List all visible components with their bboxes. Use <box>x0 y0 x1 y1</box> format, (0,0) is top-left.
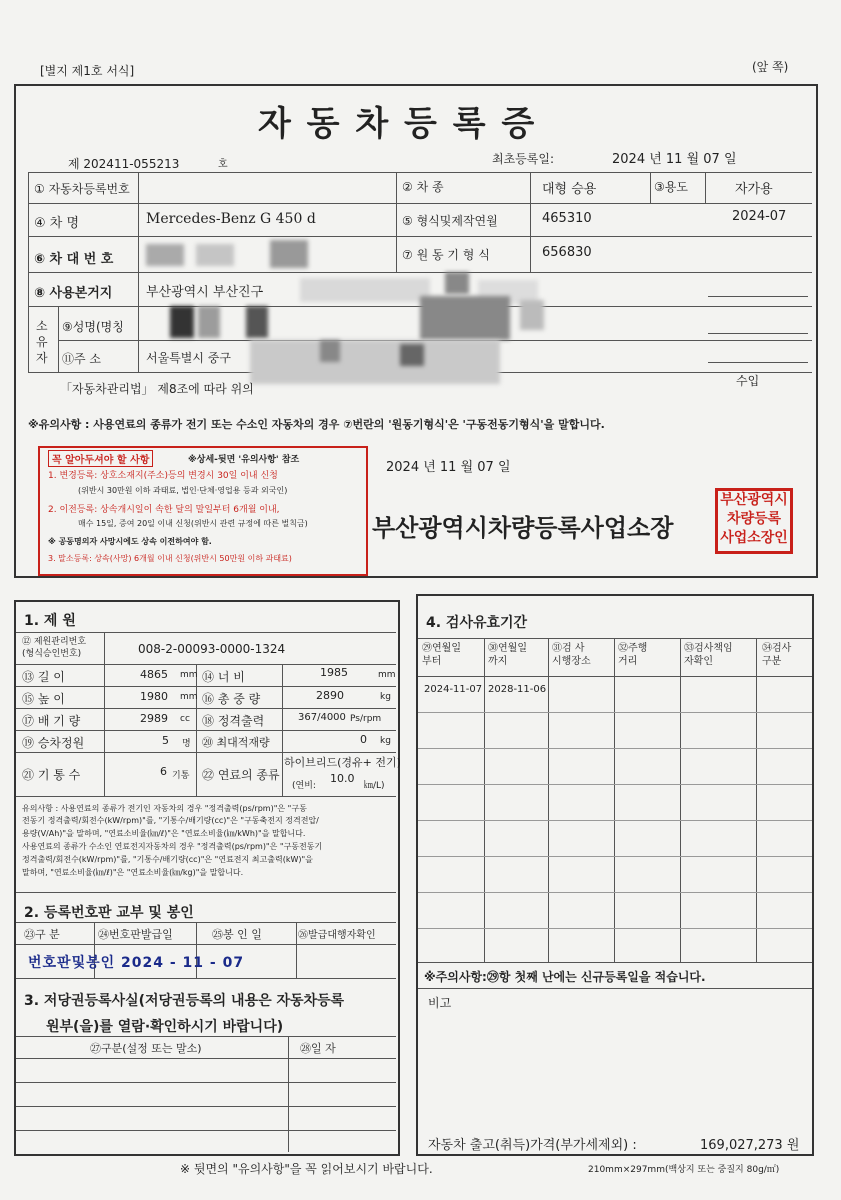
vehicle-type-label: ② 차 종 <box>402 180 444 194</box>
divider <box>16 922 396 923</box>
form-value: 465310 <box>542 211 592 226</box>
redacted-block <box>198 306 220 338</box>
official-seal: 부산광역시 차량등록 사업소장인 <box>715 488 793 554</box>
divider <box>28 172 812 173</box>
power-unit: Ps/rpm <box>350 714 382 724</box>
redacted-block <box>146 244 184 266</box>
form-label: [별지 제1호 서식] <box>40 64 135 78</box>
remarks-label: 비고 <box>428 996 452 1010</box>
notice-item-1b: (위반시 30만원 이하 과태료, 법인·단체·영업용 등과 외국인) <box>78 486 288 495</box>
divider <box>28 272 812 273</box>
fuel-label: ㉒ 연료의 종류 <box>202 768 280 782</box>
notice-item-2: 2. 이전등록: 상속개시일이 속한 달의 말일부터 6개월 이내, <box>48 505 280 515</box>
spec-notice-line: 말하며, "연료소비율(㎞/ℓ)"은 "연료소비율(㎞/kg)"을 말합니다. <box>22 868 244 877</box>
cylinders-value: 6 <box>160 765 167 778</box>
gross-weight-label: ⑯ 총 중 량 <box>202 692 261 706</box>
efficiency-unit: ㎞/L) <box>364 781 385 791</box>
width-label: ⑭ 너 비 <box>202 670 245 684</box>
insp-col-type: ㉞검사 구분 <box>762 643 792 667</box>
max-load-unit: kg <box>380 736 391 746</box>
paper-spec: 210mm×297mm(백상지 또는 중질지 80g/㎡) <box>588 1165 780 1175</box>
owner-label-text: 소유자 <box>36 319 48 365</box>
issue-date: 2024 년 11 월 07 일 <box>386 460 511 475</box>
owner-name-label: ⑨성명(명칭 <box>62 320 124 334</box>
fuel-value: 하이브리드(경유+ 전기) <box>284 756 401 769</box>
gross-weight-value: 2890 <box>316 689 344 702</box>
divider <box>16 686 396 687</box>
divider <box>705 172 706 203</box>
front-label: (앞 쪽) <box>752 60 789 74</box>
form-year-label: ⑤ 형식및제작연월 <box>402 214 498 228</box>
insp-row1-from: 2024-11-07 <box>424 684 483 695</box>
divider <box>16 1130 396 1131</box>
divider <box>708 333 808 334</box>
row-divider <box>418 856 812 857</box>
width-unit: mm <box>378 670 396 680</box>
divider <box>282 664 283 796</box>
divider <box>16 892 396 893</box>
engine-value: 656830 <box>542 245 592 260</box>
notice-item-2b: 매수 15일, 증여 20일 이내 신청(위반시 관련 규정에 따른 벌칙금) <box>78 519 308 528</box>
seats-value: 5 <box>162 734 169 747</box>
first-registration-label: 최초등록일: <box>492 152 555 166</box>
divider <box>28 203 812 204</box>
divider <box>530 172 531 272</box>
row-divider <box>418 820 812 821</box>
vehicle-type-value: 대형 승용 <box>542 182 597 197</box>
divider <box>28 236 812 237</box>
divider <box>418 638 812 639</box>
redacted-block <box>170 306 194 338</box>
mortgage-section-title-2: 원부(을)를 열람·확인하시기 바랍니다) <box>46 1019 284 1035</box>
height-value: 1980 <box>140 690 168 703</box>
spec-notice-line: 사용연료의 종류가 수소인 연료전지자동차의 경우 "정격출력(ps/rpm)"은 "구동전동기 <box>22 842 323 851</box>
divider <box>708 362 808 363</box>
height-label: ⑮ 높 이 <box>22 692 65 706</box>
inspection-section-title: 4. 검사유효기간 <box>426 615 528 631</box>
divider <box>396 172 397 272</box>
redacted-block <box>246 306 268 338</box>
divider <box>104 632 105 796</box>
plate-col-issue-date: ㉔번호판발급일 <box>98 928 173 941</box>
inspection-note: ※주의사항:㉙항 첫째 난에는 신규등록일을 적습니다. <box>424 970 706 984</box>
first-registration-date: 2024 년 11 월 07 일 <box>612 152 737 167</box>
usage-label: ③용도 <box>654 180 688 194</box>
length-label: ⑬ 길 이 <box>22 670 65 684</box>
spec-notice-line: 정격출력/회전수(kW/rpm)"를, "기통수/배기량(cc)"은 "연료전지 최고출력(kW)"을 <box>22 855 313 864</box>
specs-section-title: 1. 제 원 <box>24 613 76 629</box>
vin-label: ⑥ 차 대 번 호 <box>34 252 114 267</box>
issuer-name: 부산광역시차량등록사업소장 <box>372 514 674 542</box>
important-notice-ref: ※상세-뒷면 '유의사항' 참조 <box>188 455 300 465</box>
divider <box>16 978 396 979</box>
divider <box>614 638 615 962</box>
mortgage-section-title: 3. 저당권등록사실(저당권등록의 내용은 자동차등록 <box>24 993 345 1009</box>
height-unit: mm <box>180 692 198 702</box>
notice-item-1: 1. 변경등록: 상호소재지(주소)등의 변경시 30일 이내 신청 <box>48 471 278 481</box>
insp-col-place: ㉛검 사 시행장소 <box>552 643 591 667</box>
row-divider <box>418 748 812 749</box>
redacted-block <box>270 240 308 268</box>
plate-handwritten-entry: 번호판및봉인 2024 - 11 - 07 <box>28 955 245 971</box>
reg-no-label: ① 자동차등록번호 <box>34 182 130 196</box>
divider <box>288 1036 289 1152</box>
row-divider <box>418 712 812 713</box>
divider <box>296 922 297 978</box>
model-label: ④ 차 명 <box>34 216 80 231</box>
divider <box>418 962 812 963</box>
insp-col-inspector: ㉝검사책임 자확인 <box>684 643 733 667</box>
width-value: 1985 <box>320 666 348 679</box>
document-title: 자 동 차 등 록 증 <box>258 104 537 144</box>
length-value: 4865 <box>140 668 168 681</box>
inspection-panel <box>416 594 814 1156</box>
power-label: ⑱ 정격출력 <box>202 714 265 728</box>
redacted-block <box>420 296 510 340</box>
divider <box>138 172 139 372</box>
mortgage-col-date: ㉘일 자 <box>300 1042 336 1055</box>
plate-col-category: ㉓구 분 <box>24 928 60 941</box>
garage-value: 부산광역시 부산진구 <box>146 285 264 300</box>
insp-row1-to: 2028-11-06 <box>488 684 547 695</box>
important-notice-title: 꼭 알아두셔야 할 사항 <box>48 450 153 467</box>
model-value: Mercedes-Benz G 450 d <box>146 211 316 227</box>
displacement-label: ⑰ 배 기 량 <box>22 714 81 728</box>
divider <box>16 944 396 945</box>
divider <box>680 638 681 962</box>
power-value: 367/4000 <box>298 712 346 723</box>
divider <box>418 988 812 989</box>
spec-notice-line: 전동기 정격출력/회전수(kW/rpm)"를, "기통수/배기량(cc)"은 "구동축전지 정격전압/ <box>22 816 319 825</box>
cert-label: ⑫ 제원관리번호 (형식승인번호) <box>22 637 87 659</box>
redacted-block <box>300 278 430 302</box>
engine-label: ⑦ 원 동 기 형 식 <box>402 248 490 262</box>
usage-value: 자가용 <box>735 182 773 197</box>
notice-item-3: 3. 말소등록: 상속(사망) 6개월 이내 신청(위반시 50만원 이하 과태료) <box>48 554 292 563</box>
notice-text: ※유의사항 : 사용연료의 종류가 전기 또는 수소인 자동차의 경우 ⑦번란의 '원동기형식'은 '구동전동기형식'을 말합니다. <box>28 418 605 431</box>
divider <box>548 638 549 962</box>
spec-notice-line: 용량(V/Ah)"을 말하며, "연료소비율(㎞/ℓ)"은 "연료소비율(㎞/kWh)"을 말합니다. <box>22 829 306 838</box>
owner-address-value: 서울특별시 중구 <box>146 351 231 365</box>
price-value: 169,027,273 원 <box>700 1138 800 1153</box>
insp-col-to: ㉚연월일 까지 <box>488 643 527 667</box>
redacted-block <box>400 344 424 366</box>
mortgage-col-type: ㉗구분(설정 또는 말소) <box>90 1042 202 1055</box>
divider <box>16 708 396 709</box>
doc-number-suffix: 호 <box>218 159 228 170</box>
footer-note: ※ 뒷면의 "유의사항"을 꼭 읽어보시기 바랍니다. <box>180 1162 433 1176</box>
garage-label: ⑧ 사용본거지 <box>34 286 113 301</box>
seats-unit: 명 <box>182 739 191 749</box>
efficiency-label: (연비: <box>292 781 316 791</box>
price-label: 자동차 출고(취득)가격(부가세제외) : <box>428 1138 637 1153</box>
doc-number: 제 202411-055213 <box>68 157 180 171</box>
divider <box>16 730 396 731</box>
plate-col-agent: ㉖발급대행자확인 <box>298 930 376 941</box>
displacement-value: 2989 <box>140 712 168 725</box>
gross-weight-unit: kg <box>380 692 391 702</box>
cylinders-unit: 기통 <box>172 771 190 781</box>
owner-address-label: ⑪주 소 <box>62 352 101 366</box>
row-divider <box>418 928 812 929</box>
redacted-block <box>520 300 544 330</box>
divider <box>16 796 396 797</box>
max-load-label: ⑳ 최대적재량 <box>202 736 270 749</box>
divider <box>28 172 29 372</box>
divider <box>16 632 396 633</box>
divider <box>418 676 812 677</box>
law-text: 「자동차관리법」 제8조에 따라 위의 <box>60 382 254 396</box>
notice-item-2c: ※ 공동명의자 사망시에도 상속 이전하여야 함. <box>48 537 212 546</box>
displacement-unit: cc <box>180 714 190 724</box>
divider <box>58 306 59 372</box>
cert-value: 008-2-00093-0000-1324 <box>138 642 286 656</box>
row-divider <box>418 784 812 785</box>
divider <box>708 296 808 297</box>
manufacture-year-value: 2024-07 <box>732 209 787 224</box>
efficiency-value: 10.0 <box>330 772 355 785</box>
insp-col-mileage: ㉜주행 거리 <box>618 643 648 667</box>
redacted-block <box>196 244 234 266</box>
length-unit: mm <box>180 670 198 680</box>
divider <box>196 664 197 796</box>
divider <box>650 172 651 203</box>
plate-section-title: 2. 등록번호판 교부 및 봉인 <box>24 905 194 921</box>
divider <box>16 1036 396 1037</box>
revenue-stamp-label: 수입 <box>736 374 760 388</box>
divider <box>16 1058 396 1059</box>
divider <box>484 638 485 962</box>
max-load-value: 0 <box>360 733 367 746</box>
cylinders-label: ㉑ 기 통 수 <box>22 768 81 782</box>
seats-label: ⑲ 승차정원 <box>22 736 85 750</box>
owner-vertical-label <box>36 318 50 366</box>
divider <box>16 1082 396 1083</box>
redacted-block <box>445 272 469 294</box>
row-divider <box>418 892 812 893</box>
divider <box>756 638 757 962</box>
plate-col-seal-date: ㉕봉 인 일 <box>212 928 262 941</box>
divider <box>16 752 396 753</box>
redacted-block <box>320 340 340 362</box>
redacted-block <box>250 340 500 384</box>
spec-notice-line: 유의사항 : 사용연료의 종류가 전기인 자동차의 경우 "정격출력(ps/rpm)"은 "구동 <box>22 804 307 813</box>
divider <box>16 664 396 665</box>
insp-col-from: ㉙연월일 부터 <box>422 643 461 667</box>
divider <box>16 1106 396 1107</box>
